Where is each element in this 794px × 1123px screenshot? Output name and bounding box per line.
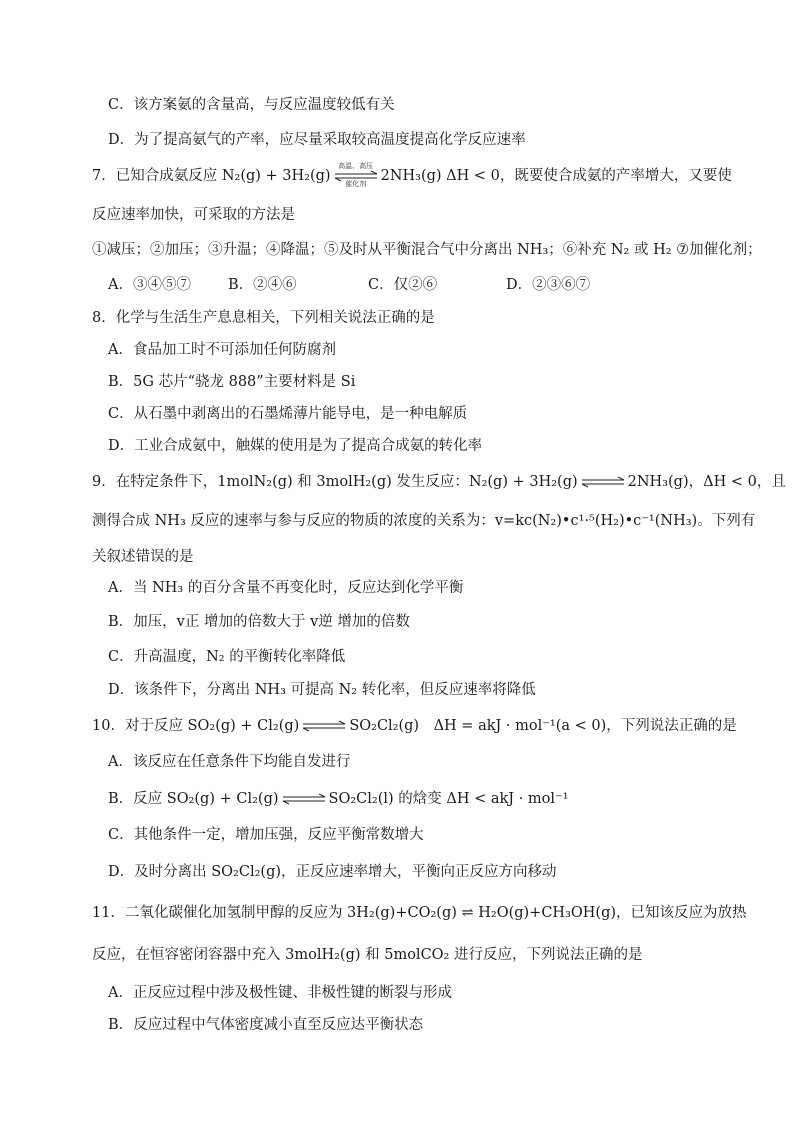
q7-stem-pre: 7．已知合成氨反应 N₂(g) + 3H₂(g) bbox=[92, 168, 331, 184]
q10-option-b-post: SO₂Cl₂(l) 的焓变 ΔH < akJ · mol⁻¹ bbox=[328, 791, 569, 807]
reversible-arrow-icon bbox=[281, 789, 327, 809]
q7-option-b: B．②④⑥ bbox=[228, 277, 297, 293]
q7-method-list: ①减压；②加压；③升温；④降温；⑤及时从平衡混合气中分离出 NH₃；⑥补充 N₂ 或 H₂ ⑦加催化剂； bbox=[92, 242, 762, 258]
q8-option-a: A．食品加工时不可添加任何防腐剂 bbox=[108, 342, 336, 358]
q10-stem bbox=[92, 716, 737, 736]
reversible-arrow-icon bbox=[333, 162, 379, 188]
q7-condition-bottom: 催化剂 bbox=[345, 180, 367, 188]
q7-option-a: A．③④⑤⑦ bbox=[108, 277, 191, 293]
q11-stem-line2: 反应，在恒容密闭容器中充入 3molH₂(g) 和 5molCO₂ 进行反应，下列说法正确的是 bbox=[92, 947, 643, 963]
q9-option-b: B．加压，v正 增加的倍数大于 v逆 增加的倍数 bbox=[108, 614, 410, 630]
q9-option-d: D．该条件下，分离出 NH₃ 可提高 N₂ 转化率，但反应速率将降低 bbox=[108, 682, 536, 698]
reversible-arrow-icon bbox=[580, 472, 626, 492]
q10-option-d: D．及时分离出 SO₂Cl₂(g)，正反应速率增大，平衡向正反应方向移动 bbox=[108, 864, 557, 880]
q10-option-b-pre: B．反应 SO₂(g) + Cl₂(g) bbox=[108, 791, 279, 807]
q8-option-d: D．工业合成氨中，触媒的使用是为了提高合成氨的转化率 bbox=[108, 438, 483, 454]
q11-stem: 11．二氧化碳催化加氢制甲醇的反应为 3H₂(g)+CO₂(g) ⇌ H₂O(g)+CH₃OH(g)，已知该反应为放热 bbox=[92, 905, 747, 921]
q9-rate-equation: 测得合成 NH₃ 反应的速率与参与反应的物质的浓度的关系为：v=kc(N₂)•c¹·⁵(H₂)•c⁻¹(NH₃)。下列有 bbox=[92, 513, 756, 529]
q7-stem bbox=[92, 162, 732, 188]
q8-stem: 8．化学与生活生产息息相关，下列相关说法正确的是 bbox=[92, 310, 435, 326]
q9-stem-line3: 关叙述错误的是 bbox=[92, 549, 194, 565]
q7-option-d: D．②③⑥⑦ bbox=[506, 277, 591, 293]
q8-option-b: B．5G 芯片“骁龙 888”主要材料是 Si bbox=[108, 374, 356, 390]
q7-stem-post: 2NH₃(g) ΔH < 0，既要使合成氨的产率增大，又要使 bbox=[380, 168, 732, 184]
q10-option-b bbox=[108, 789, 569, 809]
q7-condition-top: 高温、高压 bbox=[338, 162, 374, 170]
q9-option-c: C．升高温度，N₂ 的平衡转化率降低 bbox=[108, 649, 346, 665]
q6-option-c: C．该方案氨的含量高，与反应温度较低有关 bbox=[108, 97, 395, 113]
q11-option-b: B．反应过程中气体密度减小直至反应达平衡状态 bbox=[108, 1017, 424, 1033]
q7-option-c: C．仅②⑥ bbox=[368, 277, 438, 293]
q11-option-a: A．正反应过程中涉及极性键、非极性键的断裂与形成 bbox=[108, 985, 452, 1001]
q7-stem-line2: 反应速率加快，可采取的方法是 bbox=[92, 207, 295, 223]
q10-option-a: A．该反应在任意条件下均能自发进行 bbox=[108, 754, 351, 770]
q10-stem-post: SO₂Cl₂(g) ΔH = akJ · mol⁻¹(a < 0)，下列说法正确的是 bbox=[349, 718, 737, 734]
q6-option-d: D．为了提高氨气的产率，应尽量采取较高温度提高化学反应速率 bbox=[108, 132, 526, 148]
reversible-arrow-icon bbox=[301, 716, 347, 736]
q9-stem bbox=[92, 472, 786, 492]
q10-stem-pre: 10．对于反应 SO₂(g) + Cl₂(g) bbox=[92, 718, 300, 734]
q9-stem-pre: 9．在特定条件下，1molN₂(g) 和 3molH₂(g) 发生反应：N₂(g) + 3H₂(g) bbox=[92, 474, 578, 490]
q8-option-c: C．从石墨中剥离出的石墨烯薄片能导电，是一种电解质 bbox=[108, 406, 468, 422]
q9-option-a: A．当 NH₃ 的百分含量不再变化时，反应达到化学平衡 bbox=[108, 580, 464, 596]
q10-option-c: C．其他条件一定，增加压强，反应平衡常数增大 bbox=[108, 827, 424, 843]
q9-stem-post: 2NH₃(g)，ΔH < 0，且 bbox=[627, 474, 786, 490]
